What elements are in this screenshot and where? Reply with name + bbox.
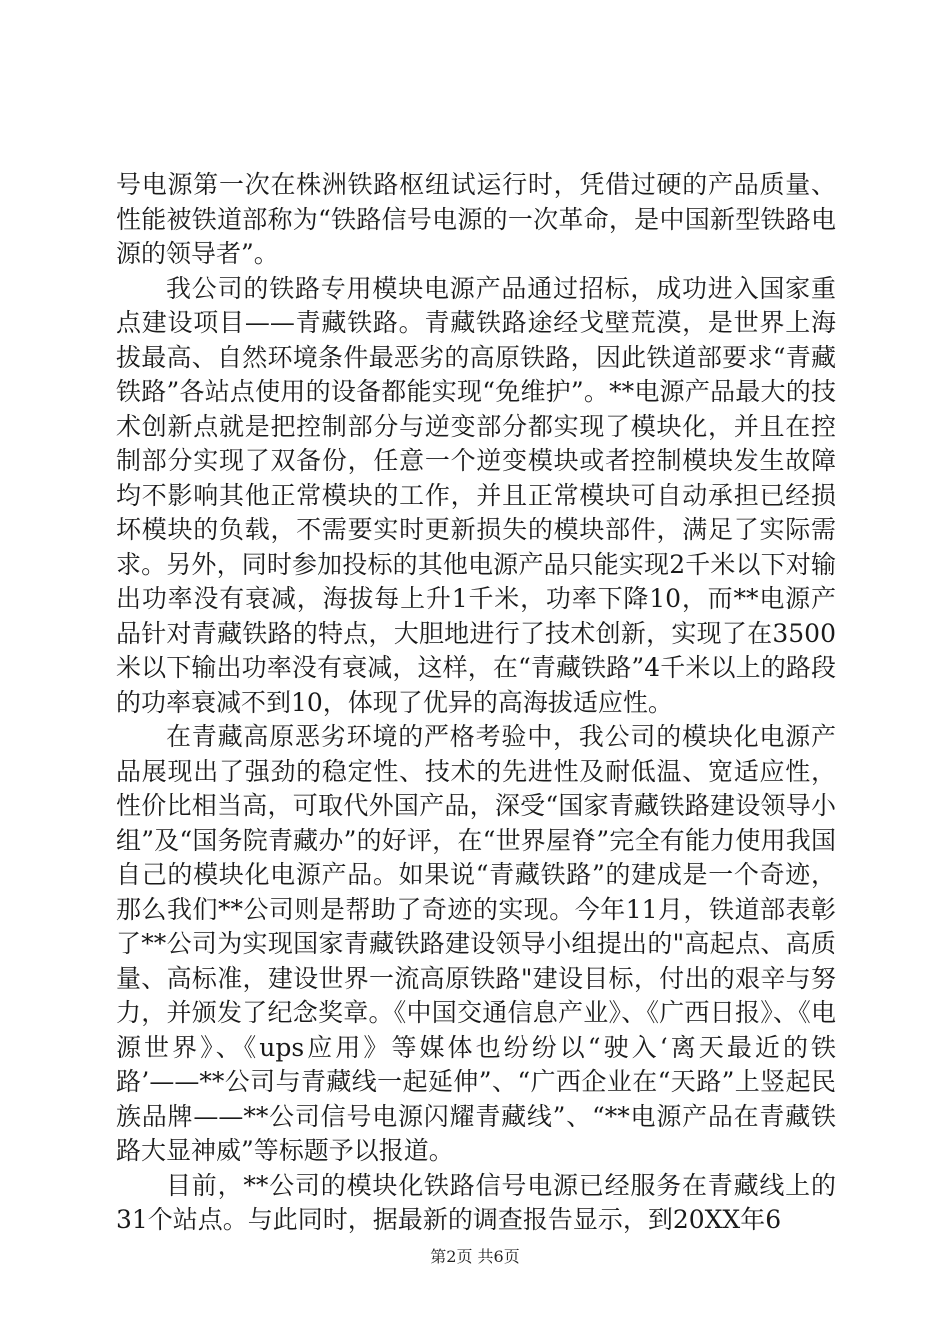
paragraph-plateau-test: 在青藏高原恶劣环境的严格考验中，我公司的模块化电源产品展现出了强劲的稳定性、技术的先进性及耐低温、宽适应性，性价比相当高，可取代外国产品，深受“国家青藏铁路建设领导小组”及“国务院青藏办”的好评，在“世界屋脊”完全有能力使用我国自己的模块化电源产品。如果说“青藏铁路”的建成是一个奇迹，那么我们**公司则是帮助了奇迹的实现。今年11月，铁道部表彰了**公司为实现国家青藏铁路建设领导小组提出的"高起点、高质量、高标准，建设世界一流高原铁路"建设目标，付出的艰辛与努力，并颁发了纪念奖章。《中国交通信息产业》、《广西日报》、《电源世界》、《ups应用》等媒体也纷纷以“驶入‘离天最近的铁路’——**公司与青藏线一起延伸”、“广西企业在“天路”上竖起民族品牌——**公司信号电源闪耀青藏线”、“**电源产品在青藏铁路大显神威”等标题予以报道。 [116, 722, 836, 1165]
page-footer [0, 1244, 950, 1267]
page-number-label: 第2页 共6页 [430, 1247, 520, 1266]
paragraph-current-status: 目前，**公司的模块化铁路信号电源已经服务在青藏线上的31个站点。与此同时，据最新的调查报告显示，到20XX年6 [116, 1170, 836, 1234]
paragraph-qinghai-tibet-railway: 我公司的铁路专用模块电源产品通过招标，成功进入国家重点建设项目——青藏铁路。青藏铁路途经戈壁荒漠，是世界上海拔最高、自然环境条件最恶劣的高原铁路，因此铁道部要求“青藏铁路”各站点使用的设备都能实现“免维护”。**电源产品最大的技术创新点就是把控制部分与逆变部分都实现了模块化，并且在控制部分实现了双备份，任意一个逆变模块或者控制模块发生故障均不影响其他正常模块的工作，并且正常模块可自动承担已经损坏模块的负载，不需要实时更新损失的模块部件，满足了实际需求。另外，同时参加投标的其他电源产品只能实现2千米以下对输出功率没有衰减，海拔每上升1千米，功率下降10，而**电源产品针对青藏铁路的特点，大胆地进行了技术创新，实现了在3500米以下输出功率没有衰减，这样，在“青藏铁路”4千米以上的路段的功率衰减不到10，体现了优异的高海拔适应性。 [116, 273, 836, 717]
paragraph-continuation: 号电源第一次在株洲铁路枢纽试运行时，凭借过硬的产品质量、性能被铁道部称为“铁路信号电源的一次革命，是中国新型铁路电源的领导者”。 [116, 170, 836, 268]
document-body [116, 168, 836, 1238]
